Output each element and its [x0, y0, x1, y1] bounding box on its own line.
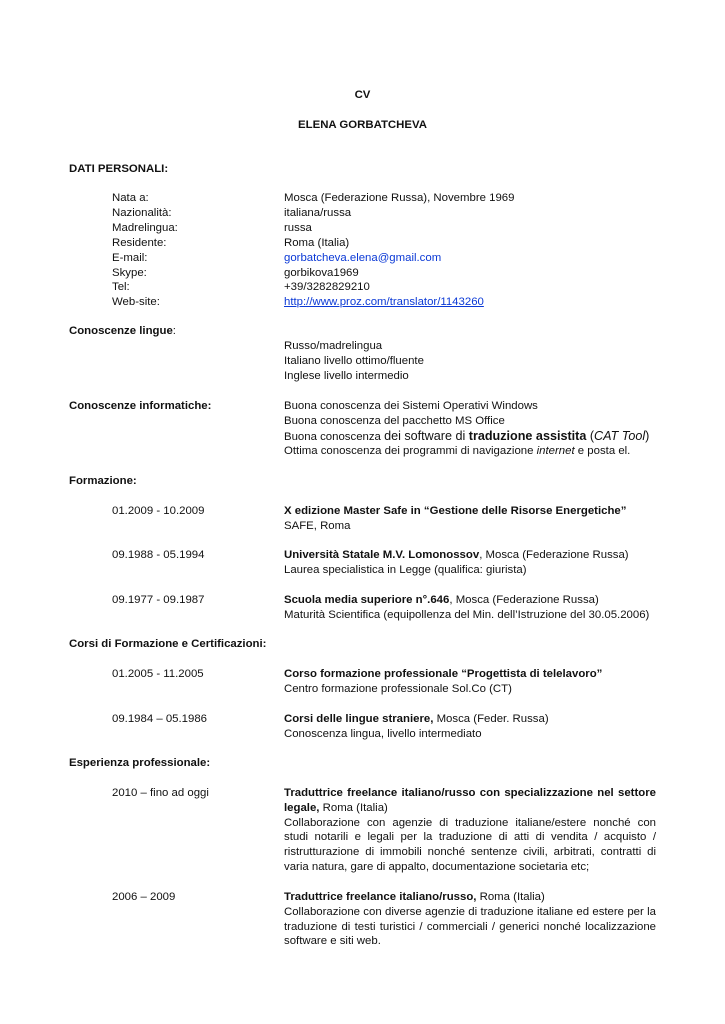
language-item: Inglese livello intermedio [284, 369, 409, 382]
email-label: E-mail: [112, 252, 148, 264]
experience-detail: Collaborazione con diverse agenzie di traduzione italiane ed estere per la traduzione di testi turistici / commerciali / generici nonché localizzazione software e siti web. [284, 905, 656, 948]
nationality-label: Nazionalità: [112, 207, 172, 219]
education-period: 01.2009 - 10.2009 [112, 505, 205, 517]
languages-list [284, 339, 656, 383]
education-period: 09.1977 - 09.1987 [112, 594, 205, 606]
skype-value: gorbikova1969 [284, 267, 359, 279]
experience-location: Roma (Italia) [476, 891, 545, 903]
phone-label: Tel: [112, 281, 130, 293]
nationality-value: italiana/russa [284, 207, 352, 219]
course-title: Corso formazione professionale “Progettista di telelavoro” [284, 668, 603, 680]
education-title: X edizione Master Safe in “Gestione delle Risorse Energetiche” [284, 505, 627, 517]
education-heading: Formazione: [69, 475, 137, 487]
education-detail: Maturità Scientifica (equipollenza del Min. dell’Istruzione del 30.05.2006) [284, 608, 650, 621]
education-title-line [284, 504, 656, 519]
it-skill-item: Buona conoscenza del pacchetto MS Office [284, 414, 505, 427]
education-entry [284, 548, 656, 578]
education-detail: Laurea specialistica in Legge (qualifica: giurista) [284, 563, 527, 576]
language-item: Russo/madrelingua [284, 340, 383, 352]
it-skill-text: ) [645, 428, 650, 443]
website-link[interactable]: http://www.proz.com/translator/1143260 [284, 296, 484, 308]
languages-heading-text: Conoscenze lingue [69, 325, 173, 337]
experience-entry [284, 786, 656, 875]
education-location: , Mosca (Federazione Russa) [449, 594, 599, 606]
education-title-line [284, 548, 656, 563]
residence-label: Residente: [112, 237, 167, 249]
languages-heading [69, 324, 176, 339]
it-skill-text: CAT Tool [594, 428, 646, 443]
experience-period: 2006 – 2009 [112, 891, 176, 903]
it-skill-item [284, 429, 656, 445]
email-link[interactable]: gorbatcheva.elena@gmail.com [284, 252, 442, 264]
education-entry [284, 593, 656, 623]
course-detail: Conoscenza lingua, livello intermediato [284, 727, 482, 740]
course-title-line [284, 667, 656, 682]
mother-tongue-label: Madrelingua: [112, 222, 178, 234]
document-title: CV [354, 89, 371, 101]
education-title: Scuola media superiore n°.646 [284, 594, 450, 606]
language-item: Italiano livello ottimo/fluente [284, 354, 424, 367]
it-skill-item: Buona conoscenza dei Sistemi Operativi Windows [284, 400, 538, 412]
education-title: Università Statale M.V. Lomonossov [284, 549, 480, 561]
course-location: Mosca (Feder. Russa) [433, 713, 549, 725]
course-detail: Centro formazione professionale Sol.Co (CT) [284, 682, 512, 695]
experience-title: Traduttrice freelance italiano/russo, [284, 891, 477, 903]
residence-value: Roma (Italia) [284, 237, 350, 249]
experience-entry [284, 890, 656, 949]
website-label: Web-site: [112, 296, 160, 308]
languages-heading-colon: : [172, 325, 176, 337]
it-skill-text: internet [536, 445, 575, 458]
experience-heading: Esperienza professionale: [69, 757, 211, 769]
it-skill-text: Ottima conoscenza dei programmi di navigazione [284, 445, 537, 458]
experience-period: 2010 – fino ad oggi [112, 787, 209, 799]
birth-value: Mosca (Federazione Russa), Novembre 1969 [284, 192, 515, 204]
course-entry [284, 667, 656, 697]
course-entry [284, 712, 656, 742]
birth-label: Nata a: [112, 192, 149, 204]
it-skills-heading: Conoscenze informatiche: [69, 400, 212, 412]
it-skill-text: traduzione assistita [468, 428, 587, 443]
phone-value: +39/3282829210 [284, 281, 370, 293]
education-period: 09.1988 - 05.1994 [112, 549, 205, 561]
it-skills-list [284, 399, 656, 459]
course-title: Corsi delle lingue straniere, [284, 713, 434, 725]
experience-title: Traduttrice freelance italiano/russo con specializzazione nel settore legale, [284, 787, 656, 814]
it-skill-text: Buona conoscenza [284, 430, 385, 443]
education-title-line [284, 593, 656, 608]
it-skill-text: dei software di [384, 428, 469, 443]
it-skill-text: ( [586, 428, 595, 443]
it-skill-text: e posta el. [574, 445, 631, 458]
it-skill-item [284, 444, 656, 459]
course-title-line [284, 712, 656, 727]
education-location: , Mosca (Federazione Russa) [479, 549, 629, 561]
education-detail: SAFE, Roma [284, 519, 351, 532]
courses-heading: Corsi di Formazione e Certificazioni: [69, 638, 267, 650]
candidate-name: ELENA GORBATCHEVA [298, 119, 427, 131]
skype-label: Skype: [112, 267, 147, 279]
experience-location: Roma (Italia) [319, 801, 388, 814]
mother-tongue-value: russa [284, 222, 312, 234]
personal-data-heading: DATI PERSONALI: [69, 163, 169, 175]
experience-detail: Collaborazione con agenzie di traduzione italiane/estere nonché con studi notarili e legali per la traduzione di atti di vendita / acquisto / ristrutturazione di immobili nonché sentenze civili, arbitrati, contratti di varia natura, gare di appalto, documentazione societaria etc; [284, 816, 656, 873]
course-period: 01.2005 - 11.2005 [112, 668, 204, 680]
course-period: 09.1984 – 05.1986 [112, 713, 208, 725]
education-entry [284, 504, 656, 534]
